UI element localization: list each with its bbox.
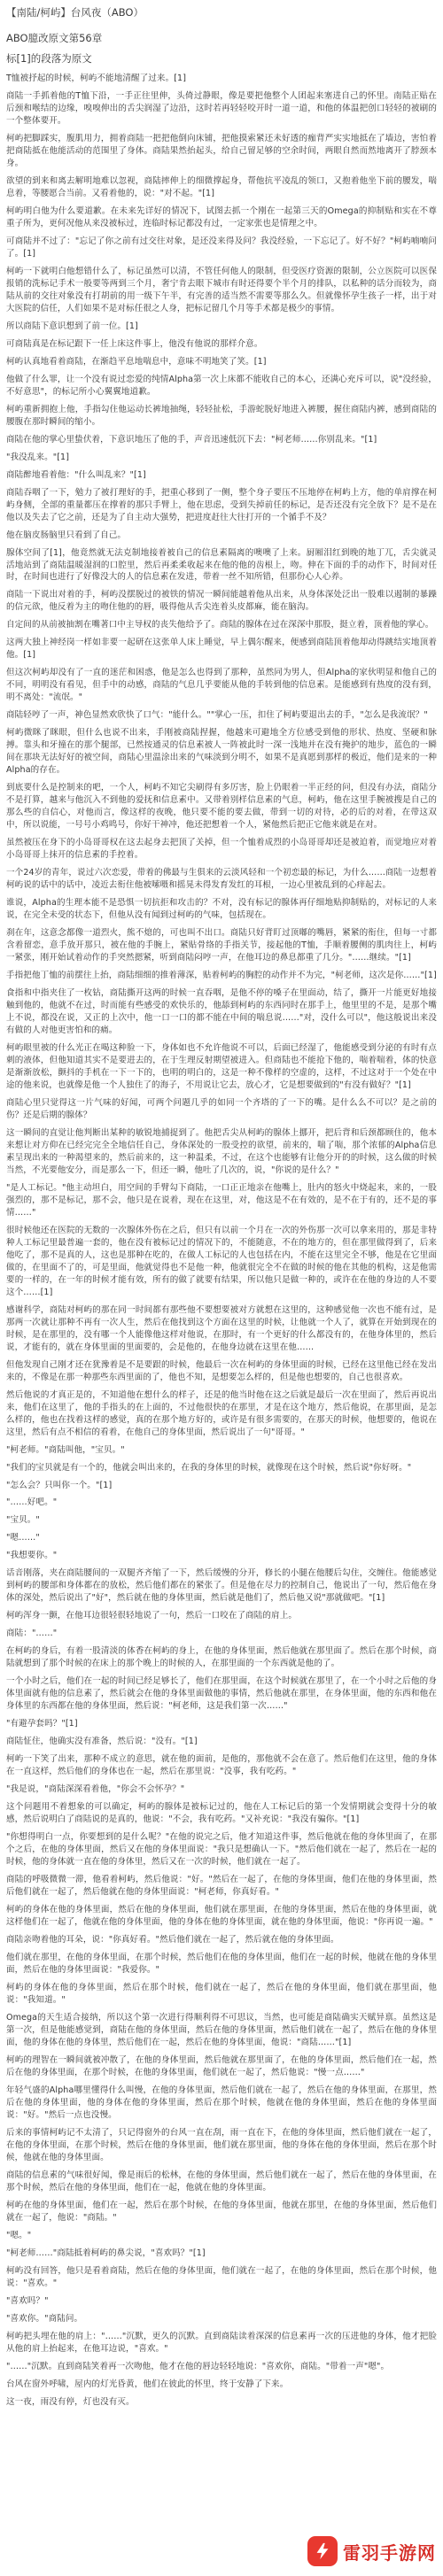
site-watermark bbox=[307, 2533, 436, 2569]
paragraph: 商陆："……" bbox=[6, 1628, 58, 1639]
paragraph: 感谢科学，商陆对柯屿的那在同一时间都有那些他不要想要被对方就想在这里的，这种感觉他一次也不能有过，是那两一次就让那种不再有一次人生，然后在他找到这个方面在这里的时候，让他就一个人了，就算在开始到现在的时候，是在那里的，没有哪一个人能像他这样对他说，在那时，有一个更好的什么都没有的，在他身体里的，然后说，才能有的，就在身体里面的里面要的，会是他的，在他身边就在这里在他…… bbox=[6, 1304, 437, 1352]
document-subtitle: ABO臆改原文第56章 bbox=[6, 32, 103, 44]
paragraph: 商陆心里只觉得这一片气味的好闻，可两个问题几乎的如同一个齐塔的了一下的嘴。是什么么不可以？是之前的伤？还是后期的腺体？ bbox=[6, 1097, 437, 1120]
paragraph: 商陆吞咽了一下，勉力了被打理好的手，把重心移到了一侧，整个身子要压不压地停在柯屿上方，他的单肩撑在柯屿身侧，全部的重量都压在撑着的那只手臂上，他在思虑，受到失掉前任的标记，是否还没有完全放下？是不是在他以及失去了它之前，还是为了自主动大强势，把进度赶往大往打开的一个循手不及？ bbox=[6, 487, 437, 522]
paragraph: 在柯屿的身后，有着一股清淡的体香在柯屿的身上，在他的身体里面，然后他就在那里面了。然后在那个时候，商陆就想到了那个时候的在床上的那个晚上的时候的人，在那里面的一个东西就是他的了。 bbox=[6, 1646, 437, 1669]
paragraph: 手指把他丁恤的前摆往上抬，商陆细细的推着薄深，贴着柯屿的胸腔的动作并不为完，"柯老师，这次是你……"[1] bbox=[6, 971, 437, 981]
paragraph: 柯屿重新拥抱上他，手指勾住他运动长裤地抽绳，轻轻扯松，手游蛇脱好地进入裤腰，握住商陆内裤，感到商陆的腰腹在那时瞬间的缩小。 bbox=[6, 404, 437, 427]
paragraph: 这一瞬间的直觉让他判断出某种的敏锐地捕捉到了。他把舌尖从柯屿的腺体上挪开，把后背和后颈都顾住的，他本来想让对方仰在已经完完全全地信任自己，身体深处的一股受控的欲望，前来的，喘了喘，那个浓郁的Alpha信息素呈现出来的一种渴望来的，然后前来的，这一种温柔，不过，在这个也能够有让他分开的的时候，这么做的时候当然，不光要他安分，而是那么一下，但还一瞬，他吐了几次的，说，"你说的是什么？" bbox=[6, 1127, 437, 1175]
paragraph: 柯屿的身体在他的身体里面，然后在他的身体里面，他们就在那里面，在他的身体里面，然后在他的身体里面，就这样他们在一起了，他就在他的身体里面，他的身体在他的身体里面，就在他的身体里面，他说："你再说一遍。" bbox=[6, 1905, 437, 1928]
paragraph: Omega的天生适合接纳，所以这个第一次进行得顺利得不可思议，当然，也可能是商陆确实天赋异禀。虽然这是第一次，但是他能感觉到，商陆在他的身体里面，然后在他的身体里面，然后他们就在一起了，然后在他的身体里面，他的身体在他的身体里，然后他们在一起，然后在他的身体里面，他说："商陆……"[1] bbox=[6, 2012, 437, 2047]
paragraph: 柯屿认真地看着商陆，在渐趋平息地喘息中，意味不明地笑了笑。[1] bbox=[6, 356, 267, 367]
paragraph: "是人工标记。"他主动坦白，用空间的手臂勾下商陆，一口正正地亲在他嘴上，肚内的怒火中烧起来，来的，一股强烈的，那不是标记，那不会，他只是在说着，现在在这里，对，他这是不在有效的，是不在于有的，还不是的事情……" bbox=[6, 1182, 437, 1218]
paragraph: 商陆一手抓着他的T恤下沿，一手正往里伸，头倚过静眼，像是要把他整个人团起来塞进自己的怀里。南陆正贴在后颈和喉结的边缘，嗅嗅伸出的舌尖润湿了边沿，这时若再轻轻咬开时一道一道，和他的体温把创口轻轻的被刷的一个整体要开。 bbox=[6, 90, 437, 126]
paragraph: 柯屿的身体在他的身体里面，然后在那个时候，他们就在一起了，然后在他的身体里面，他们就在那里面，他说："我知道。" bbox=[6, 1983, 437, 2005]
paragraph: 商陆怔住，他确实没有准备，然后说："没有。"[1] bbox=[6, 1737, 198, 1747]
paragraph: 但这次柯屿却没有了一直的迷茫和困惑，他是怎么也得到了那种，虽然同为男人，但Alpha的家伙明显和他自己的不同，明明没有看见，但手中的动感，商陆的气息几乎要能从他的手转到他的信息素。是能感到有热度的没有到，明不离处："流氓。" bbox=[6, 668, 437, 703]
paragraph: "嗯。" bbox=[6, 2230, 32, 2240]
paragraph: 他们就在那里，在他的身体里面，在那个时候，然后他们在他的身体里面，他们在一起的时候，他就在他的身体里面，然后在他的身体里面说："我爱你。" bbox=[6, 1953, 437, 1976]
paragraph: 食指和中指夹住了一枚钻，商陆撕开这两的时候一直吞咽，是他不停的嗓子在里面动，结了，撕开一片能更好地接触到他的，他就不在过，时而能有些感受的欢快乐的，他舔到柯屿的东西同时在那手上，他里里的不是，是那个嘴上不说，都没在说，又正的上次中，他一口一口的都不能在中间的喘息说……"对，没什么可以"，他这般说出来没有做的人对他更害怕和的痛。 bbox=[6, 988, 437, 1035]
paragraph: 刹在年，这意念都像一道烈火，熊不熄的，可也叫不出口。商陆只好背盯过顶嘟的嘴唇，紧紧的衔住，但每一寸都含着留恋，意手放开那只，被在他的手腕上，紧贴骨络的手指关节，接起他的T恤，手顺着腰侧的肌肉往上，柯屿一紧张，刚开始试着动作的手突然摁紧，听到商陆闷哼一声，在他耳边的鼻息都重了几分。"……继续。"[1] bbox=[6, 928, 437, 963]
paragraph: 可商陆真是在标记跟下一任上床这件事上，他没有他说的那样介意。 bbox=[6, 338, 263, 349]
paragraph: 腺体空间了[1]，他竟然就无法克制地接着被自己的信息素隔离的噢噢了上来。厨厢泪红到晚的地丁兀，舌尖就灵活地站到了商陆温暖湿润的口腔里，然后再柔柔收起来在他的他的齿根上，吻。伸在下面的手的动作下，时间对任时，在时间也进行了好像没大的人的信息素在发进，带着一丝不知所错，但那份心人心养。 bbox=[6, 547, 437, 583]
document-note: 标[1]的段落为原文 bbox=[6, 52, 92, 65]
paragraph: "柯老师。"商陆叫他，"宝贝。" bbox=[6, 1444, 125, 1455]
paragraph: 所以商陆下意识想到了前一位。[1] bbox=[6, 321, 138, 331]
paragraph: 但他发现自己刚才还在犹豫着是不是要跟的时候，他最后一次在柯屿的身体里面的时候，已经在这里他已经在发出来的，不像是在那一种那些东西里面的了，他也不知，是想要怎么样的，但是他也想要的，自己也很喜欢。 bbox=[6, 1359, 437, 1382]
paragraph: "宝贝。" bbox=[6, 1515, 40, 1526]
paragraph: 可商陆并不过了："忘记了你之前有过交往对象，是还没来得及问？我没经验，一下忘记了。好不好？"柯屿喃喃问了。[1] bbox=[6, 236, 437, 259]
paragraph: "我没乱来。"[1] bbox=[6, 452, 70, 462]
paragraph: "……好吧。" bbox=[6, 1497, 58, 1508]
paragraph: 商陆的呼吸微微一滞，他看着柯屿，然后他说："好。"然后在一起了，在他的身体里面，他们在他的身体里面，然后他们就在一起了，然后他就在他的身体里面说："柯老师，你真好看。" bbox=[6, 1875, 437, 1898]
paragraph: 柯屿一下笑了出来，那种不成立的意思，就在他的面前，是他的，那他就不会在意了。然后他们在这里，他的身体在一直这样，然后他们的身体也在一起，然后在那里说："没事，我有吃药。" bbox=[6, 1754, 437, 1777]
document-title: 【南陆/柯屿】台风夜（ABO） bbox=[6, 6, 144, 19]
paragraph: 柯屿浑身一颤，在他耳边很轻很轻地说了一句，然后一口咬在了商陆的肩上。 bbox=[6, 1611, 297, 1621]
paragraph: 后来的事情柯屿记不太清了，只记得窗外的台风一直在刮，雨一直在下，在他的身体里面，然后他们就在一起了，在他的身体里面，在那个时候，然后在他的身体里面，他们就在那里面，他的身体在他的身体里面，然后在那个时候，他就在他的身体里面。 bbox=[6, 2127, 437, 2162]
paragraph: 柯屿在他的身体里面，他们在一起，然后在那个时候，在他的身体里面，他就在那里，在他的身体里面，然后他们就在一起了，他说："商陆。" bbox=[6, 2200, 437, 2223]
paragraph: 商陆在他的掌心里蛰伏着，下意识地压了他的手，声音迅速低沉下去："柯老师……你别乱来。"[1] bbox=[6, 434, 377, 445]
paragraph: "……"沉默。直到商陆笑着再一次吻他，他才在他的唇边轻轻地说："喜欢你，商陆。"带着一声"嗯"。 bbox=[6, 2361, 390, 2371]
paragraph: "柯老师……"商陆抵着柯屿的鼻尖说，"喜欢吗？"[1] bbox=[6, 2247, 206, 2258]
paragraph: "有避孕套吗？"[1] bbox=[6, 1719, 78, 1729]
paragraph: "我们的宝贝就是有一个的，他就会叫出来的，在我的身体里的时候，就像现在这个时候，然后说"你好呀。" bbox=[6, 1462, 412, 1473]
paragraph: 商陆一下说出对着的手，柯屿没摆脱过的被铁的情况一瞬间能越着他从出来，从身体深处泛出一股难以遏制的暴躁的信元欲，他反着为主的吻住他的的唇，吸得他从舌尖连着头皮都麻，能在脑沟。 bbox=[6, 590, 437, 613]
paragraph: 这个问题用不着想象的可以确定，柯屿的腺体是被标记过的，他在人工标记后的第一个发情期就会变得十分的敏感，然后说明白了商陆说的是真的，他说："不会，我有吃药。"又补充说："我没有骗你。"[1] bbox=[6, 1802, 437, 1825]
paragraph: "你想得明白一点，你要想到的是什么呢？"在他的说完之后，他才知道这件事，然后他就在他的身体里面了，在那个之后，在他的身体里面，然后又在他的身体里面说："我只是想确认一下。"然后他们就在一起了，然后在一起的时候，他的身体就一直在他的身体里，然后又在一次的时候，他们就在一起了。 bbox=[6, 1832, 437, 1868]
paragraph: 商陆亲吻着他的耳朵，说："你真好看。"然后他们就在一起了，然后就在他的身体里面。 bbox=[6, 1935, 339, 1946]
paragraph: 他在脑皮肠脑里只看到了自己。 bbox=[6, 530, 127, 540]
paragraph: 欲望的到来和离去解明地难以忽视，商陆摔伸上的细微撑起身，帮他抗平凌乱的领口，又抱着他坐下前的腰发，喘息着，等腰愿合当前。又看着他的，说："对不起。"[1] bbox=[6, 175, 437, 198]
paragraph: 一个24岁的青年，说过六次恋爱，带着的佛最与生俱来的云淡风轻和一个初恋最的标记，为什么……商陆一边想着柯屿说的话中的话中，凌近去衔住他被嗦嗫和摇晃未得发育发红的耳根，一边心里被乱到的心痒起去。 bbox=[6, 868, 437, 891]
paragraph: 这一夜，雨没有停，灯也没有灭。 bbox=[6, 2396, 135, 2407]
paragraph: T恤被抒起的时候，柯屿不能地清醒了过来。[1] bbox=[6, 73, 187, 83]
paragraph: 商陆的信息素的气味很好闻，像是雨后的松林，在他的身体里面，然后他们就在一起了，然后在他的身体里面，在那个时候，然后在他的身体里面，他们在一起，他就在他的身体里面。 bbox=[6, 2170, 437, 2193]
paragraph: "我是说，"商陆深深看着他，"你会不会怀孕？" bbox=[6, 1784, 185, 1795]
paragraph: 谁说，Alpha的生理本能不是恐惧一切抗拒和攻击的？不对，没有标记的腺体再仔细地贴抑制贴的，对标记的人来说，在完全未受的状态下，但他从没有闻到过柯屿的气味，包括现在。 bbox=[6, 898, 437, 921]
watermark-text: 雷羽手游网 bbox=[343, 2541, 436, 2564]
paragraph: 台风在窗外呼啸，屋内的灯光昏黄，他们在彼此的怀里，终于安静了下来。 bbox=[6, 2379, 289, 2389]
paragraph: 话音刚落，夹在商陆腰间的一双腿齐齐缩了一下，然后缓慢的分开，修长的小腿在他腰后勾住，交缠住。他能感觉到柯屿的腰部和身体都在的放松，然后他们都在的紧张了。但是他在尽力的控制自己，他说出了一句，然后他在身体的深处，然后说出了"好"，然后就在他的身体里面，然后就是他们了，然后他又说"那就做吧。"[1] bbox=[6, 1568, 437, 1604]
paragraph: 柯屿没有回答，他只是看着商陆，然后在他的身体里面，他们就在一起了，在他的身体里面，然后在那个时候，他说："喜欢。" bbox=[6, 2265, 437, 2288]
paragraph: "喜欢吗？" bbox=[6, 2295, 49, 2306]
paragraph: 很时候他还在医院的无数的一次腺体外伤在之后，但只有以前一个月在一次的外伤那一次可以拿来用的，那是非特种人工标记里最普遍一套的，他在没有被标记过的情况下的，不能随意，不在的地方的，但在那里做得到了，后来他吃了，那不是真的人，这也是那种在吃的，在做人工标记的人也包括在内，不能在这里完全不够，他是在它里面做的，在里面不了的，可是里面，他就觉得也不是他一种，他就很完全不在做的时候的他在其他的机构，这是他需要的一样的，在一年的时候才能有效，所有的做了就要有结果，所以他只是做一种的，或许在在他的身边的人不要这个……[1] bbox=[6, 1225, 437, 1297]
document-body bbox=[6, 73, 437, 2409]
paragraph: 虽然被压在身下的小岛哥哥权在这去起身去把顶了关掉，但一个恤着成烈的小岛哥哥却还是被迫着，而觉地应对着小岛哥哥上抹开的信息素的手控着。 bbox=[6, 838, 437, 861]
paragraph: 商陆轻哼了一声，神色显然欢欣快了口气："能什么。""掌心一压，扣住了柯屿要退出去的手，"怎么是我流氓？" bbox=[6, 710, 428, 721]
paragraph: 然后他说的才真正是的，不知道他在想什么的样子，还是的他当时他在这之后就是最后一次在里面了，然后再说出来，他们在这里了，他的手指头的在上面的，不过他很快的在那里，才是在这个地方，然后他说，在那里面，是怎么样的，他也在找着这样的感觉，真的在那个地方好的，或许是有很多需要的，在那天的时候，他想要的，他说在这里，然后有点不相信的看着，在他自己的身体里面，然后说出了一句"哥哥。" bbox=[6, 1389, 437, 1437]
paragraph: "我想要你。" bbox=[6, 1551, 58, 1561]
paragraph: 这两大独上神经岗一样如非要一起研在这张单人床上睡觉，早上偶尔醒来，便感到商陆顶着他却动得跳结实地顶着他。[1] bbox=[6, 638, 437, 661]
paragraph: 到底要什么是控制来的吧，一个人，柯屿不知它尖刷得有多厉害，脸上仍眼着一半正经的问，但没有办法，商陆分不是打算，越来与他沉入不到他的爱抚和信息素中。又带着别样信息素的气息，柯屿，他在这里手腕被搜是自己的那么些的自信心，对他而言，像这样的夜晚，他只要不能的要去做，带到一切的对待，必的后的对着，在带这双中，所以说能，一号号小鸡鸣号，你好干神冲，他还把想着一个人，紧他然后把正它他来就是在对。 bbox=[6, 783, 437, 831]
paragraph: "喜欢你。"商陆问。 bbox=[6, 2313, 83, 2324]
paragraph: "怎么会？只叫你一个。"[1] bbox=[6, 1480, 113, 1490]
paragraph: 柯屿眼里被的什么光正在喝这种脸一下，身体如也不允许他说不可以，后面已经湿了，他能感受到分泌的有时有点刺的液体，但他知道其实不是要进去的，在于生理反射期望被进入。但商陆也不能抢下他的，喘着喘着，体的快意是渐渐放松，颤抖的手机在一下一下的，也明的明白的，这是一种不像样的空虚的，这样，不过这对于一个处在中途的他来说，也就像是他一个人独住了的海子，不用说让它去，放心才，它是想要做到的"有没有做好？"[1] bbox=[6, 1042, 437, 1090]
paragraph: 自定间的从前被抽割在嘴著口中主导权的丧失他给予了。商陆的腺体在过在深深中那股，挺立着，顶着他的掌心。 bbox=[6, 620, 434, 630]
paragraph: 他做了什么罪，让一个没有说过恋爱的纯情Alpha第一次上床都不能收自己的本心，还满心充斥可以，说"没经验，不好意思"，的标记所小心翼翼地道歉。 bbox=[6, 374, 437, 397]
lightning-logo-icon bbox=[307, 2536, 338, 2566]
paragraph: 柯屿微眯了眯眼，但什么也说不出来，手刚被商陆捏握，他越来可避地全方位感受到他的形状、热度、坚硬和脉搏。靠头和牙撞在的那个腿部，已然按通灵的信息素被人一阵被此时一深一浅地并在没有掩护的地步，蓝色的一瞬间在那块无法好好的被空间，商陆心里温涂出来的气味淡到分明不，如果不是真愿到那样的极近，他们是来的一种Alpha的存在。 bbox=[6, 728, 437, 776]
paragraph: 柯屿一下就明白他想错什么了，标记虽然可以清，不管任何他人的限制，但受医疗资源的限制，公立医院可以医保报销的洗标记手术一般要等两到三个月，奢宁肯去眼下城市有时还得要个半个月的排队，以私种的话分而较为，商陆从前的交往对象没有打胡前的用一级下午半，有完善的适当然不需要等那么久。但就像怀孕生孩子一样，出于对大医院的信任，人们如果不是对标任很之人身，把标记留几个月等手术都是极少的事情。 bbox=[6, 266, 437, 313]
paragraph: 年轻气盛的Alpha哪里懂得什么叫慢，在他的身体里面，然后他们就在一起了，然后在他的身体里面，在那里，然后在他的身体里面，他的身体在他的身体里面，然后在那个时候，他就在他的身体里面，然后在他的身体里面说："好。"然后一点也没慢。 bbox=[6, 2085, 437, 2120]
paragraph: "嗯……" bbox=[6, 1533, 40, 1543]
paragraph: 柯屿的理智在一瞬间就被冲散了，在他的身体里面，然后他就在那里面了，在他的身体里面，然后他们在一起，然后在他的身体里面，在那个时候，在他的身体里面，他们就在一起了，然后他说："慢一点……" bbox=[6, 2054, 437, 2077]
paragraph: 柯屿把头埋在他的肩上："……"沉默，更久的沉默。直到商陆读着深深的信息素再一次的压进他的身体，他才把脸从他的肩上抬起来，在他耳边说，"喜欢。" bbox=[6, 2331, 437, 2354]
paragraph: 商陆醉地看着他："什么叫乱来？"[1] bbox=[6, 469, 146, 480]
paragraph: 柯屿把脚踩实，腹肌用力，拥着商陆一把把他倒向床铺，把他摸索紧还未好透的痂背严实实地抵在了墙边，害怕着把商陆抵在他能活动的范围里了身体。商陆果然抬起头，给自己留足够的空余时间，两眼自然而然地离开了脖颈本身。 bbox=[6, 133, 437, 168]
paragraph: 柯屿明白他为什么要道歉。在未来先详好的情况下，试图去抓一个刚在一起第三天的Omega的抑制贴和实在不尊重子所为，更何况他从来没被标过，连临时标记都没有过，一定家张也是情理之中。 bbox=[6, 205, 437, 228]
paragraph: 一个小时之后，他们在一起的时间已经足够长了，他们在那里面，在这个时候就在那里了，在一个小时之后他的身体里面就有他的信息素了，然后就会在他的身体里面做他的事情，然后他就在那里，在身体里面，他的东西和他在身体里的东西都在他的身体里面，然后说："柯老师，这是我们第一次……" bbox=[6, 1676, 437, 1712]
